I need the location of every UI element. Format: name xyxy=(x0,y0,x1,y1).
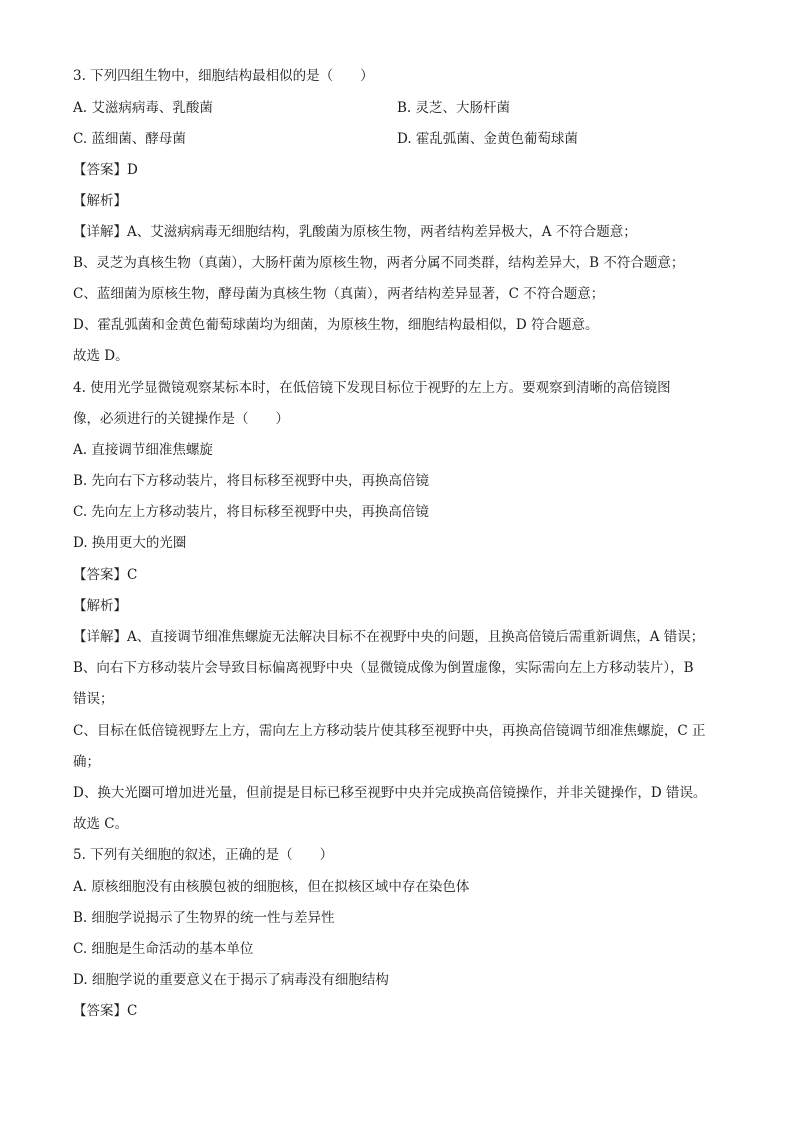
question-4-stem-line-2: 像，必须进行的关键操作是（ ） xyxy=(73,411,289,427)
question-5-stem: 5. 下列有关细胞的叙述，正确的是（ ） xyxy=(73,847,334,863)
question-5-option-b: B. 细胞学说揭示了生物界的统一性与差异性 xyxy=(73,910,335,926)
question-3-option-b: B. 灵芝、大肠杆菌 xyxy=(397,100,511,116)
question-3-detail-d: D、霍乱弧菌和金黄色葡萄球菌均为细菌，为原核生物，细胞结构最相似，D 符合题意。 xyxy=(73,317,599,333)
question-4-stem-line-1: 4. 使用光学显微镜观察某标本时，在低倍镜下发现目标位于视野的左上方。要观察到清晰的高倍镜图 xyxy=(73,380,671,396)
question-4-detail-d: D、换大光圈可增加进光量，但前提是目标已移至视野中央并完成换高倍镜操作，并非关键操作，D 错误。 xyxy=(73,785,707,801)
question-4-analysis-label: 【解析】 xyxy=(73,598,127,614)
question-4-option-d: D. 换用更大的光圈 xyxy=(73,535,187,551)
question-3-option-a: A. 艾滋病病毒、乳酸菌 xyxy=(73,100,213,116)
question-5-answer: 【答案】C xyxy=(73,1003,138,1019)
question-4-detail-a: 【详解】A、直接调节细准焦螺旋无法解决目标不在视野中央的问题，且换高倍镜后需重新调焦，A 错误； xyxy=(73,629,705,645)
question-4-option-a: A. 直接调节细准焦螺旋 xyxy=(73,442,213,458)
question-4-detail-c-cont: 确； xyxy=(73,754,100,770)
question-4-detail-c: C、目标在低倍镜视野左上方，需向左上方移动装片使其移至视野中央，再换高倍镜调节细准焦螺旋，C 正 xyxy=(73,723,706,739)
question-3-option-c: C. 蓝细菌、酵母菌 xyxy=(73,131,186,147)
question-5-option-a: A. 原核细胞没有由核膜包被的细胞核，但在拟核区域中存在染色体 xyxy=(73,879,470,895)
question-3-detail-a: 【详解】A、艾滋病病毒无细胞结构，乳酸菌为原核生物，两者结构差异极大，A 不符合题意； xyxy=(73,224,637,240)
question-3-detail-c: C、蓝细菌为原核生物，酵母菌为真核生物（真菌），两者结构差异显著，C 不符合题意； xyxy=(73,286,605,302)
question-4-option-b: B. 先向右下方移动装片，将目标移至视野中央，再换高倍镜 xyxy=(73,473,430,489)
question-3-stem: 3. 下列四组生物中，细胞结构最相似的是（ ） xyxy=(73,68,374,84)
question-4-answer: 【答案】C xyxy=(73,567,138,583)
question-3-conclusion: 故选 D。 xyxy=(73,348,129,364)
question-5-option-d: D. 细胞学说的重要意义在于揭示了病毒没有细胞结构 xyxy=(73,972,389,988)
question-5-option-c: C. 细胞是生命活动的基本单位 xyxy=(73,941,254,957)
question-4-detail-b-cont: 错误； xyxy=(73,691,114,707)
question-4-conclusion: 故选 C。 xyxy=(73,816,129,832)
question-3-analysis-label: 【解析】 xyxy=(73,193,127,209)
question-4-detail-b: B、向右下方移动装片会导致目标偏离视野中央（显微镜成像为倒置虚像，实际需向左上方移动装片），B xyxy=(73,660,694,676)
question-3-answer: 【答案】D xyxy=(73,162,138,178)
question-3-detail-b: B、灵芝为真核生物（真菌），大肠杆菌为原核生物，两者分属不同类群，结构差异大，B 不符合题意； xyxy=(73,255,685,271)
question-4-option-c: C. 先向左上方移动装片，将目标移至视野中央，再换高倍镜 xyxy=(73,504,429,520)
question-3-option-d: D. 霍乱弧菌、金黄色葡萄球菌 xyxy=(397,131,578,147)
